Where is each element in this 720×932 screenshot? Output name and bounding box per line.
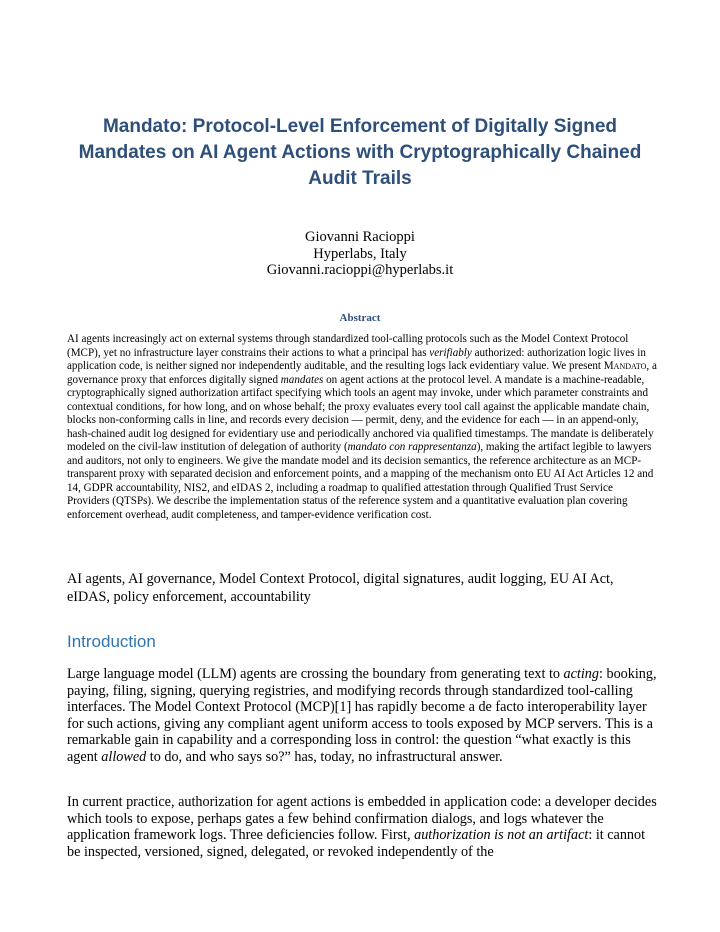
abstract-body xyxy=(67,333,657,522)
intro-p1-text-a: Large language model (LLM) agents are crossing the boundary from generating text to xyxy=(67,666,564,682)
intro-p1-text-b: : booking, paying, filing, signing, querying registries, and modifying records through standardized tool-calling interfaces. The Model Context Protocol (MCP)[1] has rapidly become a de facto interoperability layer for such actions, giving any compliant agent uniform access to tools exposed by MCP servers. This is a remarkable gain in capability and a corresponding loss in control: the question “what exactly is this agent xyxy=(67,666,657,765)
abstract-emphasis-mandates: mandates xyxy=(280,373,324,386)
intro-p1-emphasis-allowed: allowed xyxy=(101,748,147,765)
abstract-text-5: ), making the artifact legible to lawyers and auditors, not only to engineers. We give the mandate model and its decision semantics, the reference architecture as an MCP-transparent proxy with separated decision and enforcement points, and a mapping of the mechanism onto EU AI Act Articles 12 and 14, GDPR accountability, NIS2, and eIDAS 2, including a roadmap to qualified attestation through Qualified Trust Service Providers (QTSPs). We describe the implementation status of the reference system and a quantitative evaluation plan covering enforcement overhead, audit completeness, and tamper-evidence verification cost. xyxy=(67,441,654,521)
abstract-emphasis-mandato: mandato con rappresentanza xyxy=(347,441,477,453)
intro-p2-text-a: In current practice, authorization for agent actions is embedded in application code: a developer decides which tools to expose, perhaps gates a few behind confirmation dialogs, and logs whatever the application framework logs. Three deficiencies follow. First, xyxy=(67,794,657,843)
intro-paragraph-1 xyxy=(67,666,657,765)
abstract-text-3: , a governance proxy that enforces digitally signed xyxy=(67,360,657,386)
system-name: Mandato xyxy=(603,360,647,372)
paper-title: Mandato: Protocol-Level Enforcement of Digitally Signed Mandates on AI Agent Actions with Cryptographically Chained Audit Trails xyxy=(78,116,642,189)
intro-p1-text-c: to do, and who says so?” has, today, no infrastructural answer. xyxy=(146,748,503,765)
author-email: Giovanni.racioppi@hyperlabs.it xyxy=(266,262,454,278)
section-heading-introduction: Introduction xyxy=(67,632,156,651)
author-affiliation: Hyperlabs, Italy xyxy=(313,245,407,262)
abstract-text-2: authorized: authorization logic lives in application code, is neither signed nor independently auditable, and the resulting logs lack evidentiary value. We present xyxy=(67,346,646,372)
author-block xyxy=(160,229,560,279)
author-name: Giovanni Racioppi xyxy=(305,229,415,245)
abstract-text-4: on agent actions at the protocol level. A mandate is a machine-readable, cryptographically signed authorization artifact specifying which tools an agent may invoke, under which parameter constraints and contextual conditions, for how long, and on whose behalf; the proxy evaluates every tool call against the applicable mandate chain, blocks non-conforming calls in line, and records every decision — permit, deny, and the evidence for each — in an append-only, hash-chained audit log designed for evidentiary use and periodically anchored via qualified timestamps. The mandate is deliberately modeled on the civil-law institution of delegation of authority ( xyxy=(67,373,654,453)
intro-p2-emphasis: authorization is not an artifact xyxy=(414,827,589,843)
intro-p1-emphasis-acting: acting xyxy=(563,666,599,682)
abstract-heading: Abstract xyxy=(339,312,381,324)
abstract-emphasis-verifiably: verifiably xyxy=(429,346,472,359)
abstract-text-1: AI agents increasingly act on external systems through standardized tool-calling protocols such as the Model Context Protocol (MCP), yet no infrastructure layer constrains their actions to what a principal has xyxy=(67,333,629,359)
keywords: AI agents, AI governance, Model Context Protocol, digital signatures, audit logging, EU AI Act, eIDAS, policy enforcement, accountability xyxy=(67,571,614,605)
intro-paragraph-2 xyxy=(67,794,657,860)
intro-p2-text-b: : it cannot be inspected, versioned, signed, delegated, or revoked independently of the xyxy=(67,827,646,860)
